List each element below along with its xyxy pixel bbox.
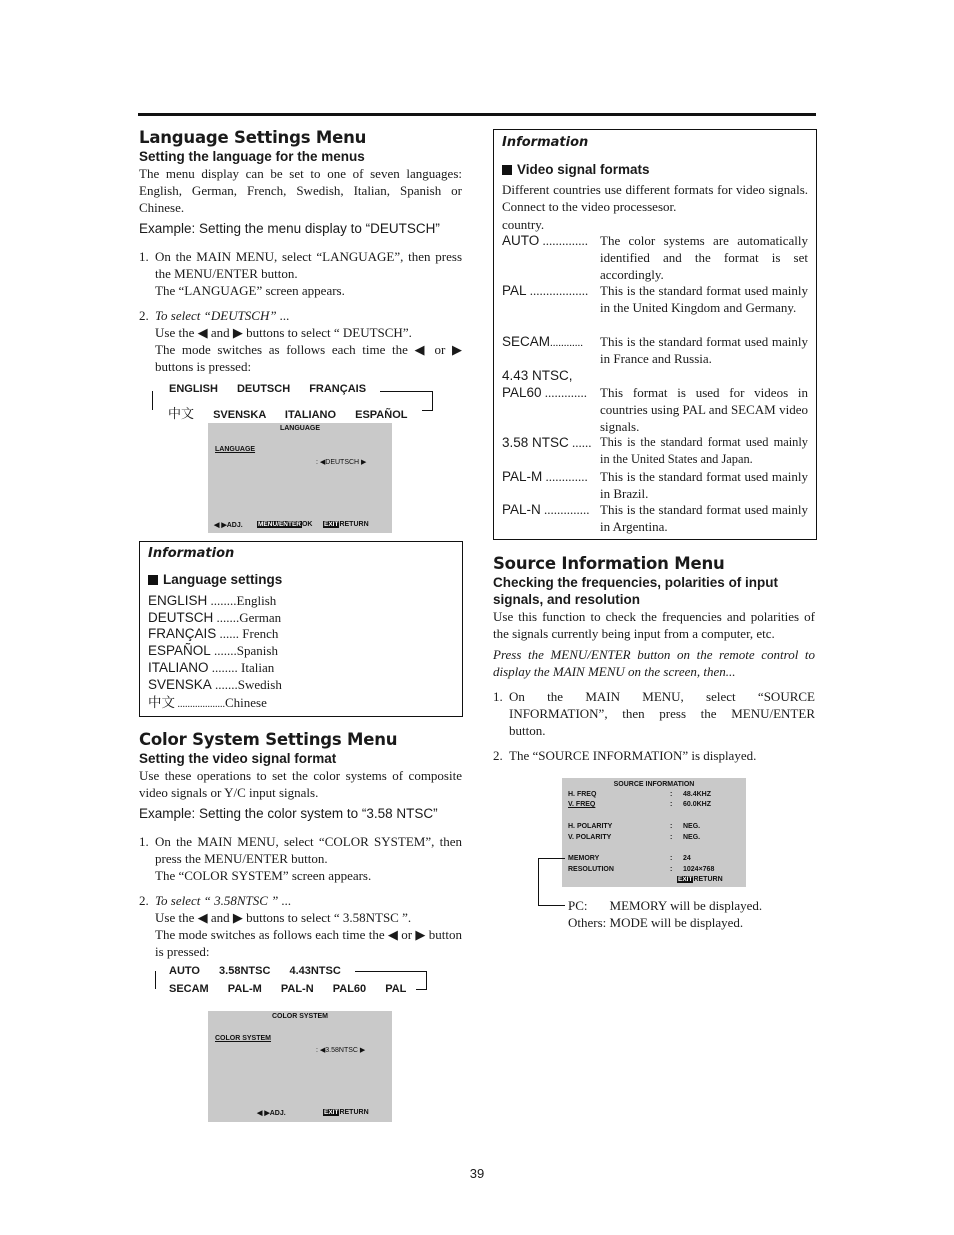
- info-row: ENGLISH ........English: [148, 593, 277, 608]
- color-intro: Use these operations to set the color systems of composite video signals or Y/C input signals.: [139, 768, 462, 800]
- cycle-bracket-right-top: [380, 391, 433, 411]
- source-step-1-text: On the MAIN MENU, select “SOURCE INFORMATION”, then press the MENU/ENTER button.: [509, 689, 815, 738]
- info-row: FRANÇAIS ...... French: [148, 626, 279, 641]
- info-row: DEUTSCH .......German: [148, 610, 282, 625]
- language-section: [139, 128, 462, 375]
- color-mode-row-1: [169, 965, 341, 977]
- info-intro: Different countries use different formats for video signals. Connect to the video processesor.: [502, 182, 808, 214]
- square-bullet-icon: [148, 575, 158, 585]
- cycle-bracket-left: [152, 391, 155, 410]
- format-row-pal: PAL .................. This is the standard format used mainly in the United Kingdom and Germany.: [502, 283, 808, 315]
- info-title: Information: [502, 135, 589, 150]
- osd-return-label: RETURN: [339, 1109, 369, 1116]
- step-number: 2.: [493, 748, 503, 763]
- osd-row-sep: :: [670, 855, 673, 862]
- step-number: 1.: [139, 249, 149, 264]
- color-step-2-text: Use the ◀ and ▶ buttons to select “ 3.58NTSC ”.: [155, 910, 412, 925]
- source-step-1: [493, 688, 815, 739]
- language-subheading: Setting the language for the menus: [139, 149, 365, 164]
- osd-row-value: 60.0KHZ: [683, 801, 712, 808]
- color-heading: Color System Settings Menu: [139, 730, 398, 749]
- exit-chip: EXIT: [324, 521, 339, 528]
- osd-return-label: RETURN: [693, 876, 723, 883]
- format-row-secam: SECAM............ This is the standard format used mainly in France and Russia.: [502, 334, 808, 366]
- language-example: Example: Setting the menu display to “DEUTSCH”: [139, 221, 440, 236]
- mode-secam: SECAM: [169, 983, 209, 995]
- format-row-pal60: PAL60 ............. This format is used for videos in countries using PAL and SECAM video signals.: [502, 385, 808, 434]
- osd-row-sep: :: [670, 866, 673, 873]
- mode-358ntsc: 3.58NTSC: [219, 965, 271, 977]
- step-number: 2.: [139, 893, 149, 908]
- osd-row-value: NEG.: [683, 823, 701, 830]
- osd-row: H. FREQ: [568, 791, 597, 798]
- cycle-bracket-right-top: [355, 971, 427, 990]
- info-intro-country: country.: [502, 217, 545, 232]
- format-row-pal-m: PAL-M ............. This is the standard format used mainly in Brazil.: [502, 469, 808, 501]
- square-bullet-icon: [502, 165, 512, 175]
- exit-chip: EXIT: [678, 876, 693, 883]
- osd-item-color-system: COLOR SYSTEM: [215, 1035, 272, 1042]
- osd-title: SOURCE INFORMATION: [613, 781, 695, 788]
- step-number: 1.: [139, 834, 149, 849]
- source-note: [568, 897, 762, 931]
- osd-ok-label: OK: [301, 521, 313, 528]
- format-row-pal-n: PAL-N .............. This is the standard format used mainly in Argentina.: [502, 502, 808, 534]
- cycle-bracket-right-bottom: [422, 410, 432, 411]
- mode-auto: AUTO: [169, 965, 200, 977]
- source-osd-screen: [562, 778, 746, 887]
- source-subheading: Checking the frequencies, polarities of input signals, and resolution: [493, 575, 779, 607]
- mode-pal-m: PAL-M: [227, 983, 262, 995]
- osd-title: COLOR SYSTEM: [271, 1013, 328, 1020]
- mode-svenska: SVENSKA: [213, 409, 266, 421]
- color-subheading: Setting the video signal format: [139, 751, 337, 766]
- format-row-auto: AUTO .............. The color systems are automatically identified and the format is set accordingly.: [502, 233, 808, 282]
- mode-pal-n: PAL-N: [280, 983, 314, 995]
- osd-row-value: 24: [683, 855, 691, 862]
- osd-row: H. POLARITY: [568, 823, 613, 830]
- osd-row-sep: :: [670, 834, 673, 841]
- language-heading: Language Settings Menu: [139, 128, 367, 147]
- language-mode-row-1: [169, 383, 366, 395]
- language-step-2: [139, 307, 462, 375]
- mode-english: ENGLISH: [169, 383, 218, 395]
- exit-chip: EXIT: [324, 1109, 339, 1116]
- mode-francais: FRANÇAIS: [309, 383, 367, 395]
- page-number: 39: [469, 1166, 485, 1181]
- language-step-1-text: On the MAIN MENU, select “LANGUAGE”, then press the MENU/ENTER button.: [155, 249, 462, 281]
- osd-return: [677, 876, 723, 883]
- osd-row: V. POLARITY: [568, 834, 612, 841]
- language-info-box: [139, 541, 463, 717]
- language-mode-row-2: [168, 403, 407, 422]
- osd-row-value: 1024×768: [683, 866, 715, 873]
- source-step-2: [493, 747, 815, 764]
- info-row: ITALIANO ........ Italian: [148, 660, 275, 675]
- mode-pal: PAL: [385, 983, 407, 995]
- mode-deutsch: DEUTSCH: [236, 383, 291, 395]
- osd-value: : ◀3.58NTSC ▶: [316, 1047, 366, 1054]
- video-format-info-box: Information Video signal formats Different countries use different formats for video signals. Connect to the video processesor. country. AUTO .............. The color systems are automatically identified and the format is set accordingly. PAL .................. This is the standard format used mainly in the United Kingdom and Germany. SECAM............ This is the standard format used mainly in France and Russia. 4.43 NTSC, PAL60 ............. This format is used for videos in countries using PAL and SECAM video signals. 3.58 NTSC ...... This is the standard format used mainly in the United States and Japan. PAL-M ............. This is the standard format used mainly in Brazil. PAL-N .............. This is the standard format used mainly in Argentina.: [493, 129, 817, 540]
- language-step-2-note: The mode switches as follows each time the ◀ or ▶ buttons is pressed:: [155, 342, 462, 374]
- source-intro: Use this function to check the frequencies and polarities of the signals currently being input from a computer, etc.: [493, 609, 815, 641]
- menu-enter-chip: MENU/ENTER: [258, 521, 301, 528]
- osd-item-language: LANGUAGE: [215, 446, 256, 453]
- language-step-1-result: The “LANGUAGE” screen appears.: [155, 283, 345, 298]
- osd-row-sep: :: [670, 823, 673, 830]
- osd-row: MEMORY: [568, 855, 600, 862]
- note-others: Others: MODE will be displayed.: [568, 915, 744, 930]
- cycle-bracket-right-bottom: [416, 989, 426, 990]
- mode-italiano: ITALIANO: [284, 409, 337, 421]
- format-row-358ntsc: 3.58 NTSC ...... This is the standard format used mainly in the United States and Japan.: [502, 435, 808, 466]
- osd-ok: [257, 521, 312, 528]
- color-step-2-note: The mode switches as follows each time the ◀ or ▶ button is pressed:: [155, 927, 462, 959]
- color-step-1-result: The “COLOR SYSTEM” screen appears.: [155, 868, 372, 883]
- info-row: SVENSKA .......Swedish: [148, 677, 282, 692]
- osd-row-sep: :: [670, 801, 673, 808]
- source-section: [493, 554, 815, 764]
- step-number: 1.: [493, 689, 503, 704]
- mode-espanol: ESPAÑOL: [355, 409, 408, 421]
- source-press: Press the MENU/ENTER button on the remote control to display the MAIN MENU on the screen, then...: [493, 647, 815, 679]
- info-subtitle: Video signal formats: [502, 161, 650, 178]
- color-step-2-title: To select “ 3.58NTSC ” ...: [155, 893, 292, 908]
- color-step-2: [139, 892, 462, 960]
- color-example: Example: Setting the color system to “3.58 NTSC”: [139, 806, 438, 821]
- color-step-1-text: On the MAIN MENU, select “COLOR SYSTEM”, then press the MENU/ENTER button.: [155, 834, 462, 866]
- language-step-2-title: To select “DEUTSCH” ...: [155, 308, 290, 323]
- top-rule: [138, 113, 816, 116]
- osd-title: LANGUAGE: [279, 425, 321, 432]
- language-step-1: [139, 248, 462, 299]
- info-subtitle: Language settings: [148, 571, 282, 588]
- color-section: [139, 730, 462, 960]
- osd-return: [323, 1109, 369, 1116]
- osd-row-value: 48.4KHZ: [683, 791, 712, 798]
- note-pc: PC: MEMORY will be displayed.: [568, 898, 763, 913]
- language-intro: The menu display can be set to one of seven languages: English, German, French, Swedish, Italian, Spanish or Chinese.: [139, 166, 462, 215]
- osd-return-label: RETURN: [339, 521, 369, 528]
- step-number: 2.: [139, 308, 149, 323]
- source-heading: Source Information Menu: [493, 554, 725, 573]
- mode-chinese: 中文: [168, 406, 195, 421]
- osd-row: V. FREQ: [568, 801, 596, 808]
- mode-pal60: PAL60: [332, 983, 367, 995]
- osd-adj: ◀ ▶ADJ.: [214, 522, 243, 529]
- memory-callout-line: [538, 858, 565, 906]
- osd-value: : ◀DEUTSCH ▶: [316, 459, 367, 466]
- color-osd-screen: [208, 1011, 392, 1122]
- mode-443ntsc: 4.43NTSC: [289, 965, 341, 977]
- language-osd-screen: [208, 423, 392, 533]
- osd-adj: ◀ ▶ADJ.: [257, 1110, 286, 1117]
- source-step-2-text: The “SOURCE INFORMATION” is displayed.: [509, 748, 757, 763]
- cycle-bracket-left: [155, 971, 158, 989]
- osd-return: [323, 521, 369, 528]
- info-title: Information: [148, 546, 235, 561]
- color-step-1: [139, 833, 462, 884]
- language-step-2-text: Use the ◀ and ▶ buttons to select “ DEUTSCH”.: [155, 325, 412, 340]
- osd-row: RESOLUTION: [568, 866, 614, 873]
- info-row: ESPAÑOL .......Spanish: [148, 643, 278, 658]
- osd-row-value: NEG.: [683, 834, 701, 841]
- osd-row-sep: :: [670, 791, 673, 798]
- info-row: 中文 ...................Chinese: [148, 695, 267, 710]
